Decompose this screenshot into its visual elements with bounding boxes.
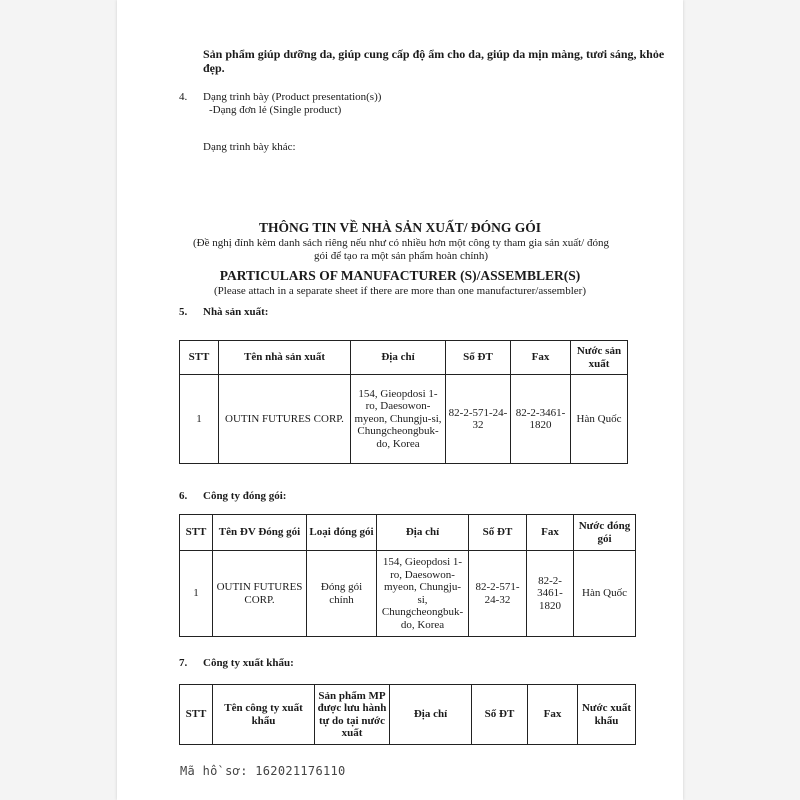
cell-country: Hàn Quốc <box>574 551 636 637</box>
cell-phone: 82-2-571-24-32 <box>469 551 527 637</box>
header-stt: STT <box>180 341 219 375</box>
other-presentation-label: Dạng trình bày khác: <box>203 141 296 153</box>
table-header-row <box>180 685 636 745</box>
product-benefit-text: Sản phẩm giúp dưỡng da, giúp cung cấp độ ẩm cho da, giúp da mịn màng, tươi sáng, khỏe đẹp. <box>203 47 665 75</box>
section-5-number: 5. <box>179 306 188 318</box>
manufacturer-title-en: PARTICULARS OF MANUFACTURER (S)/ASSEMBLER(S) <box>219 268 581 283</box>
packager-table <box>179 514 636 637</box>
table-header-row <box>180 341 628 375</box>
header-country: Nước sản xuất <box>571 341 628 375</box>
dossier-code: Mã hồ sơ: 162021176110 <box>180 764 346 778</box>
cell-country: Hàn Quốc <box>571 375 628 464</box>
section-6-label: Công ty đóng gói: <box>203 490 287 502</box>
table-row <box>180 551 636 637</box>
header-fax: Fax <box>511 341 571 375</box>
header-address: Địa chỉ <box>351 341 446 375</box>
header-export-country: Nước xuất khẩu <box>578 685 636 745</box>
manufacturer-note-en: (Please attach in a separate sheet if there are more than one manufacturer/assembler) <box>214 285 586 297</box>
header-fax: Fax <box>527 515 574 551</box>
header-packager-name: Tên ĐV Đóng gói <box>213 515 307 551</box>
manufacturer-table <box>179 340 628 464</box>
section-4-label: Dạng trình bày (Product presentation(s)) <box>203 91 382 103</box>
header-packaging-country: Nước đóng gói <box>574 515 636 551</box>
exporter-table <box>179 684 636 745</box>
header-manufacturer-name: Tên nhà sản xuất <box>219 341 351 375</box>
header-phone: Số ĐT <box>446 341 511 375</box>
section-5-label: Nhà sản xuất: <box>203 306 269 318</box>
manufacturer-note-vi: (Đề nghị đính kèm danh sách riêng nếu như có nhiều hơn một công ty tham gia sản xuất/ đóng gói để tạo ra một sản phẩm hoàn chỉnh) <box>193 237 609 262</box>
cell-fax: 82-2-3461-1820 <box>527 551 574 637</box>
header-stt: STT <box>180 685 213 745</box>
single-product-option: -Dạng đơn lẻ (Single product) <box>209 104 342 116</box>
cell-packaging-type: Đóng gói chính <box>307 551 377 637</box>
header-free-sale-product: Sản phẩm MP được lưu hành tự do tại nước xuất <box>315 685 390 745</box>
cell-stt: 1 <box>180 375 219 464</box>
section-7-number: 7. <box>179 657 188 669</box>
section-4-number: 4. <box>179 91 188 103</box>
header-exporter-name: Tên công ty xuất khẩu <box>213 685 315 745</box>
table-row <box>180 375 628 464</box>
cell-fax: 82-2-3461-1820 <box>511 375 571 464</box>
manufacturer-title-vi: THÔNG TIN VỀ NHÀ SẢN XUẤT/ ĐÓNG GÓI <box>259 220 541 235</box>
cell-address: 154, Gieopdosi 1-ro, Daesowon-myeon, Chungju-si, Chungcheongbuk-do, Korea <box>377 551 469 637</box>
section-7-label: Công ty xuất khẩu: <box>203 657 294 669</box>
cell-manufacturer-name: OUTIN FUTURES CORP. <box>219 375 351 464</box>
cell-address: 154, Gieopdosi 1-ro, Daesowon-myeon, Chungju-si, Chungcheongbuk-do, Korea <box>351 375 446 464</box>
document-page <box>117 0 683 800</box>
header-address: Địa chỉ <box>390 685 472 745</box>
cell-packager-name: OUTIN FUTURES CORP. <box>213 551 307 637</box>
section-6-number: 6. <box>179 490 188 502</box>
header-packaging-type: Loại đóng gói <box>307 515 377 551</box>
header-fax: Fax <box>528 685 578 745</box>
header-address: Địa chỉ <box>377 515 469 551</box>
header-phone: Số ĐT <box>472 685 528 745</box>
table-header-row <box>180 515 636 551</box>
cell-stt: 1 <box>180 551 213 637</box>
cell-phone: 82-2-571-24-32 <box>446 375 511 464</box>
header-phone: Số ĐT <box>469 515 527 551</box>
header-stt: STT <box>180 515 213 551</box>
